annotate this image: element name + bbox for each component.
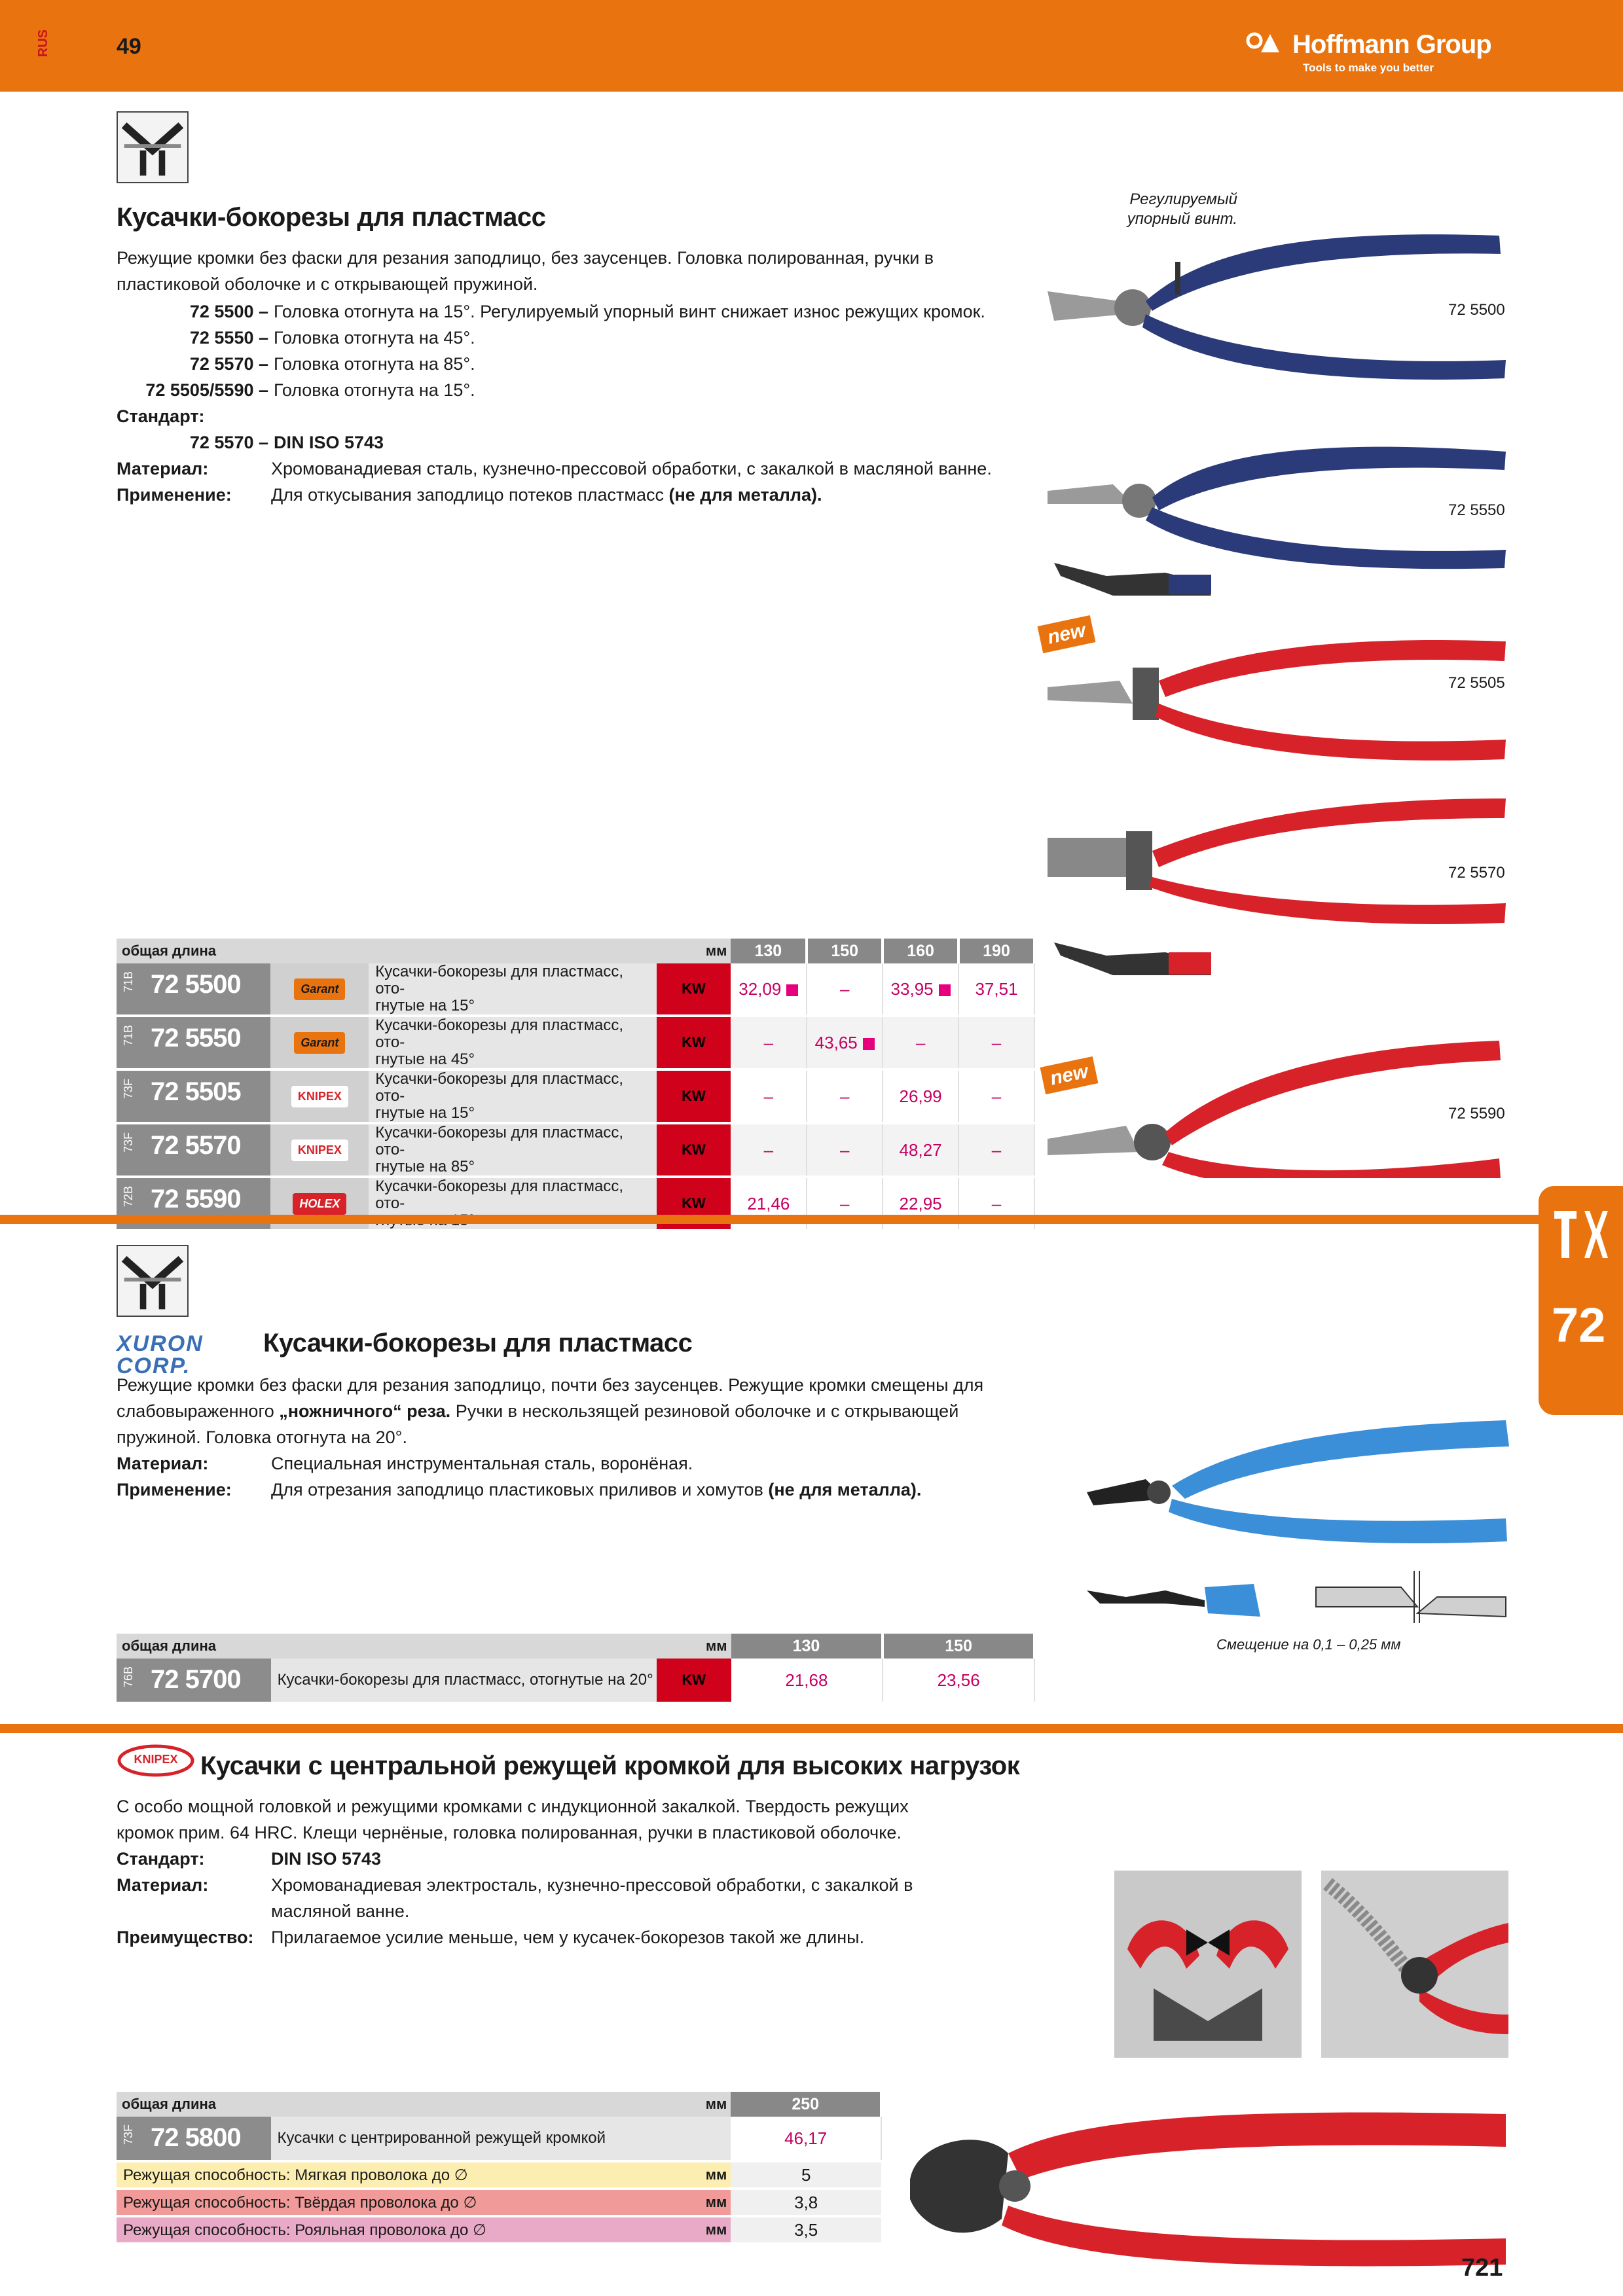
price-cell: – <box>839 1193 850 1213</box>
product-description: Кусачки-бокорезы для пластмасс, ото- <box>375 1124 624 1158</box>
standard-label: Стандарт: <box>117 406 205 426</box>
section1-title: Кусачки-бокорезы для пластмасс <box>117 203 546 232</box>
section-divider <box>0 1215 1539 1224</box>
capacity-row <box>117 2216 881 2244</box>
table-row[interactable] <box>117 2117 881 2161</box>
price-cell: 23,56 <box>883 1659 1034 1703</box>
product-description: Кусачки-бокорезы для пластмасс, ото- <box>375 1016 624 1051</box>
article-code: 72 5800 <box>151 2123 241 2152</box>
knipex-central-cutter-image <box>903 2101 1519 2271</box>
kw-badge: KW <box>657 1016 731 1069</box>
price-cell: – <box>991 1032 1002 1052</box>
kw-badge: KW <box>657 1123 731 1177</box>
table-header-row <box>117 939 1034 963</box>
detail-photo-cutting-spring <box>1321 1871 1508 2058</box>
pliers-tab-icon <box>1552 1204 1611 1263</box>
kw-badge: KW <box>657 1069 731 1123</box>
capacity-unit: мм <box>657 2216 731 2244</box>
section1-product-images <box>1034 223 1519 1178</box>
material-value: Хромованадиевая электросталь, кузнечно-прессовой обработки, с закалкой в <box>271 1875 913 1895</box>
page-number-top: 49 <box>117 34 141 59</box>
section1-category-icon <box>117 111 189 183</box>
price-cell: 21,46 <box>747 1193 790 1213</box>
variant-code: 72 5570 – <box>189 354 268 374</box>
material-label: Материал: <box>117 1454 209 1473</box>
application-note: (не для металла). <box>668 485 822 505</box>
section2-title: Кусачки-бокорезы для пластмасс <box>263 1329 693 1357</box>
chapter-number: 72 <box>1552 1298 1606 1352</box>
stock-marker-icon <box>863 1038 875 1050</box>
brand-logo: Garant <box>294 1032 345 1054</box>
capacity-label: Режущая способность: Твёрдая проволока до ∅ <box>117 2189 657 2216</box>
table-row[interactable] <box>117 1069 1034 1123</box>
length-label: общая длина <box>117 2092 657 2117</box>
cutting-head-illustration <box>1114 1871 1302 2058</box>
unit-label: мм <box>657 2092 731 2117</box>
intro-line: Ручки в нескользящей резиновой оболочке и с открывающей <box>450 1401 959 1421</box>
section2-intro <box>117 1372 1066 1503</box>
xuron-logo-text: XURON CORP. <box>117 1331 204 1378</box>
logo-tagline: Tools to make you better <box>1303 62 1434 74</box>
table-row[interactable] <box>117 1016 1034 1069</box>
product-description: Кусачки-бокорезы для пластмасс, отогнутые на 20° <box>271 1659 657 1703</box>
standard-code: 72 5570 – <box>189 433 268 452</box>
column-header: 160 <box>883 939 958 963</box>
material-value: Специальная инструментальная сталь, воронёная. <box>271 1454 693 1473</box>
price-group: 71B <box>122 971 135 993</box>
kw-badge: KW <box>657 1177 731 1230</box>
pliers-725500-image <box>1048 234 1506 380</box>
product-description: гнутые на 15° <box>375 997 475 1014</box>
offset-caption: Смещение на 0,1 – 0,25 мм <box>1216 1636 1401 1653</box>
column-header: 130 <box>731 939 807 963</box>
pliers-725590-image <box>1048 1041 1501 1178</box>
intro-line: пружиной. Головка отогнута на 20°. <box>117 1427 407 1447</box>
price-cell: 43,65 <box>814 1032 858 1052</box>
column-header: 150 <box>883 1634 1034 1659</box>
capacity-unit: мм <box>657 2189 731 2216</box>
price-group: 73F <box>122 1132 135 1153</box>
country-code: RUS <box>36 29 50 58</box>
product-description: Кусачки-бокорезы для пластмасс, ото- <box>375 1177 624 1212</box>
image-label-725550: 72 5550 <box>1448 501 1505 519</box>
brand-logo: KNIPEX <box>291 1086 348 1107</box>
image-label-725505: 72 5505 <box>1448 674 1505 692</box>
section-divider <box>0 1724 1623 1733</box>
unit-label: мм <box>657 939 731 963</box>
intro-line: слабовыраженного <box>117 1401 280 1421</box>
product-description: Кусачки-бокорезы для пластмасс, ото- <box>375 1070 624 1105</box>
column-header: 150 <box>807 939 883 963</box>
product-description: гнутые на 85° <box>375 1158 475 1175</box>
column-header: 190 <box>958 939 1034 963</box>
brand-logo: HOLEX <box>293 1193 346 1215</box>
section1-intro <box>117 245 1033 297</box>
product-description: Кусачки с центрированной режущей кромкой <box>271 2117 731 2161</box>
intro-line: С особо мощной головкой и режущими кромками с индукционной закалкой. Твердость режущих <box>117 1797 909 1816</box>
article-code: 72 5590 <box>151 1185 241 1213</box>
capacity-label: Режущая способность: Мягкая проволока до ∅ <box>117 2161 657 2189</box>
hoffmann-logo-icon <box>1244 30 1290 56</box>
capacity-row <box>117 2161 881 2189</box>
table-header-row <box>117 1634 1034 1659</box>
material-value: Хромованадиевая сталь, кузнечно-прессовой обработки, с закалкой в масляной ванне. <box>271 459 992 478</box>
intro-emphasis: „ножничного“ реза. <box>279 1401 451 1421</box>
capacity-value: 3,5 <box>731 2216 881 2244</box>
new-badge: new <box>1038 615 1096 653</box>
annotation-line: упорный винт. <box>1127 210 1237 228</box>
table-row[interactable] <box>117 963 1034 1016</box>
variant-text: Головка отогнута на 15°. <box>274 380 475 400</box>
price-cell: 33,95 <box>890 978 934 999</box>
price-cell: – <box>991 1193 1002 1213</box>
kw-badge: KW <box>657 963 731 1016</box>
variant-code: 72 5505/5590 – <box>145 380 268 400</box>
table-row[interactable] <box>117 1123 1034 1177</box>
variant-text: Головка отогнута на 15°. Регулируемый упорный винт снижает износ режущих кромок. <box>274 302 985 321</box>
standard-value: DIN ISO 5743 <box>271 1849 382 1869</box>
price-cell: – <box>763 1139 774 1160</box>
price-group: 73F <box>122 1079 135 1100</box>
price-cell: – <box>839 1086 850 1106</box>
cutter-symbol-icon <box>118 113 187 182</box>
advantage-value: Прилагаемое усилие меньше, чем у кусачек-бокорезов такой же длины. <box>271 1928 865 1947</box>
application-note: (не для металла). <box>768 1480 922 1499</box>
knipex-logo <box>117 1741 195 1780</box>
length-label: общая длина <box>117 1634 657 1659</box>
capacity-label: Режущая способность: Рояльная проволока до ∅ <box>117 2216 657 2244</box>
column-header: 130 <box>731 1634 883 1659</box>
price-cell: 21,68 <box>731 1659 883 1703</box>
pliers-725505-image <box>1048 640 1506 761</box>
article-code: 72 5570 <box>151 1131 241 1160</box>
variant-text: Головка отогнута на 45°. <box>274 328 475 348</box>
hoffmann-logo[interactable] <box>1244 25 1519 77</box>
offset-diagram <box>1316 1571 1506 1623</box>
image-label-725590: 72 5590 <box>1448 1105 1505 1122</box>
price-cell: – <box>763 1086 774 1106</box>
material-value: масляной ванне. <box>271 1901 410 1921</box>
article-code: 72 5505 <box>151 1077 241 1106</box>
knipex-logo-text: KNIPEX <box>134 1753 178 1766</box>
standard-value: DIN ISO 5743 <box>274 433 384 452</box>
application-label: Применение: <box>117 1480 232 1499</box>
price-cell: – <box>839 978 850 999</box>
article-code: 72 5550 <box>151 1024 241 1052</box>
capacity-value: 5 <box>731 2161 881 2189</box>
advantage-label: Преимущество: <box>117 1928 254 1947</box>
spring-cutting-illustration <box>1321 1871 1508 2058</box>
image-label-725570: 72 5570 <box>1448 864 1505 882</box>
section2-product-table <box>117 1634 1036 1704</box>
length-label: общая длина <box>117 939 657 963</box>
price-cell: – <box>991 1139 1002 1160</box>
image-label-725500: 72 5500 <box>1448 301 1505 319</box>
section1-product-table <box>117 939 1036 1232</box>
brand-logo: Garant <box>294 978 345 1000</box>
price-cell: 37,51 <box>975 978 1018 999</box>
intro-line: кромок прим. 64 HRC. Клещи чернёные, головка полированная, ручки в пластиковой оболочке. <box>117 1823 902 1842</box>
variant-code: 72 5500 – <box>189 302 268 321</box>
xuron-logo <box>117 1331 247 1378</box>
section3-intro <box>117 1793 1066 1950</box>
price-cell: 26,99 <box>899 1086 942 1106</box>
chapter-tab[interactable] <box>1539 1186 1623 1415</box>
annotation-line: Регулируемый <box>1129 190 1237 208</box>
capacity-row <box>117 2189 881 2216</box>
article-code: 72 5700 <box>151 1665 241 1694</box>
capacity-unit: мм <box>657 2161 731 2189</box>
product-description: гнутые на 15° <box>375 1104 475 1122</box>
standard-label: Стандарт: <box>117 1849 205 1869</box>
capacity-value: 3,8 <box>731 2189 881 2216</box>
kw-badge: KW <box>657 1659 731 1703</box>
detail-photo-cutting-head <box>1114 1871 1302 2058</box>
new-badge: new <box>1040 1056 1099 1094</box>
price-cell: – <box>915 1032 926 1052</box>
article-code: 72 5500 <box>151 970 241 999</box>
variant-code: 72 5550 – <box>189 328 268 348</box>
page-number-bottom: 721 <box>1461 2254 1503 2282</box>
section3-product-table <box>117 2092 883 2245</box>
price-cell: – <box>763 1032 774 1052</box>
price-group: 72B <box>122 1186 135 1208</box>
brand-logo: KNIPEX <box>291 1139 348 1161</box>
application-value: Для откусывания заподлицо потеков пластмасс <box>271 485 669 505</box>
price-cell: 22,95 <box>899 1193 942 1213</box>
product-description: гнутые на 45° <box>375 1050 475 1068</box>
material-label: Материал: <box>117 1875 209 1895</box>
price-group: 71B <box>122 1025 135 1047</box>
cutter-symbol-icon <box>118 1246 187 1316</box>
intro-line: пластиковой оболочке и с открывающей пружиной. <box>117 274 538 294</box>
stock-marker-icon <box>939 984 951 996</box>
unit-label: мм <box>657 1634 731 1659</box>
intro-line: Режущие кромки без фаски для резания заподлицо, без заусенцев. Головка полированная, ручки в <box>117 248 934 268</box>
price-cell: – <box>839 1139 850 1160</box>
table-row[interactable] <box>117 1659 1034 1703</box>
pliers-725570-image <box>1048 798 1506 975</box>
price-cell: – <box>991 1086 1002 1106</box>
pliers-725550-image <box>1048 447 1506 596</box>
price-cell: 32,09 <box>739 978 782 999</box>
material-label: Материал: <box>117 459 209 478</box>
table-header-row <box>117 2092 881 2117</box>
section1-variants <box>117 298 1066 508</box>
price-group: 76B <box>122 1666 135 1688</box>
application-value: Для отрезания заподлицо пластиковых приливов и хомутов <box>271 1480 769 1499</box>
product-description: Кусачки-бокорезы для пластмасс, ото- <box>375 963 624 997</box>
xuron-pliers-image <box>1074 1407 1519 1630</box>
variant-text: Головка отогнута на 85°. <box>274 354 475 374</box>
column-header: 250 <box>731 2092 881 2117</box>
intro-line: Режущие кромки без фаски для резания заподлицо, почти без заусенцев. Режущие кромки смещены для <box>117 1375 984 1395</box>
logo-name: Hoffmann Group <box>1292 30 1491 59</box>
price-cell: 48,27 <box>899 1139 942 1160</box>
stock-marker-icon <box>786 984 798 996</box>
price-cell: 46,17 <box>731 2117 881 2161</box>
price-group: 73F <box>122 2125 135 2145</box>
section3-title: Кусачки с центральной режущей кромкой для высоких нагрузок <box>200 1751 1020 1780</box>
section2-category-icon <box>117 1245 189 1317</box>
application-label: Применение: <box>117 485 232 505</box>
